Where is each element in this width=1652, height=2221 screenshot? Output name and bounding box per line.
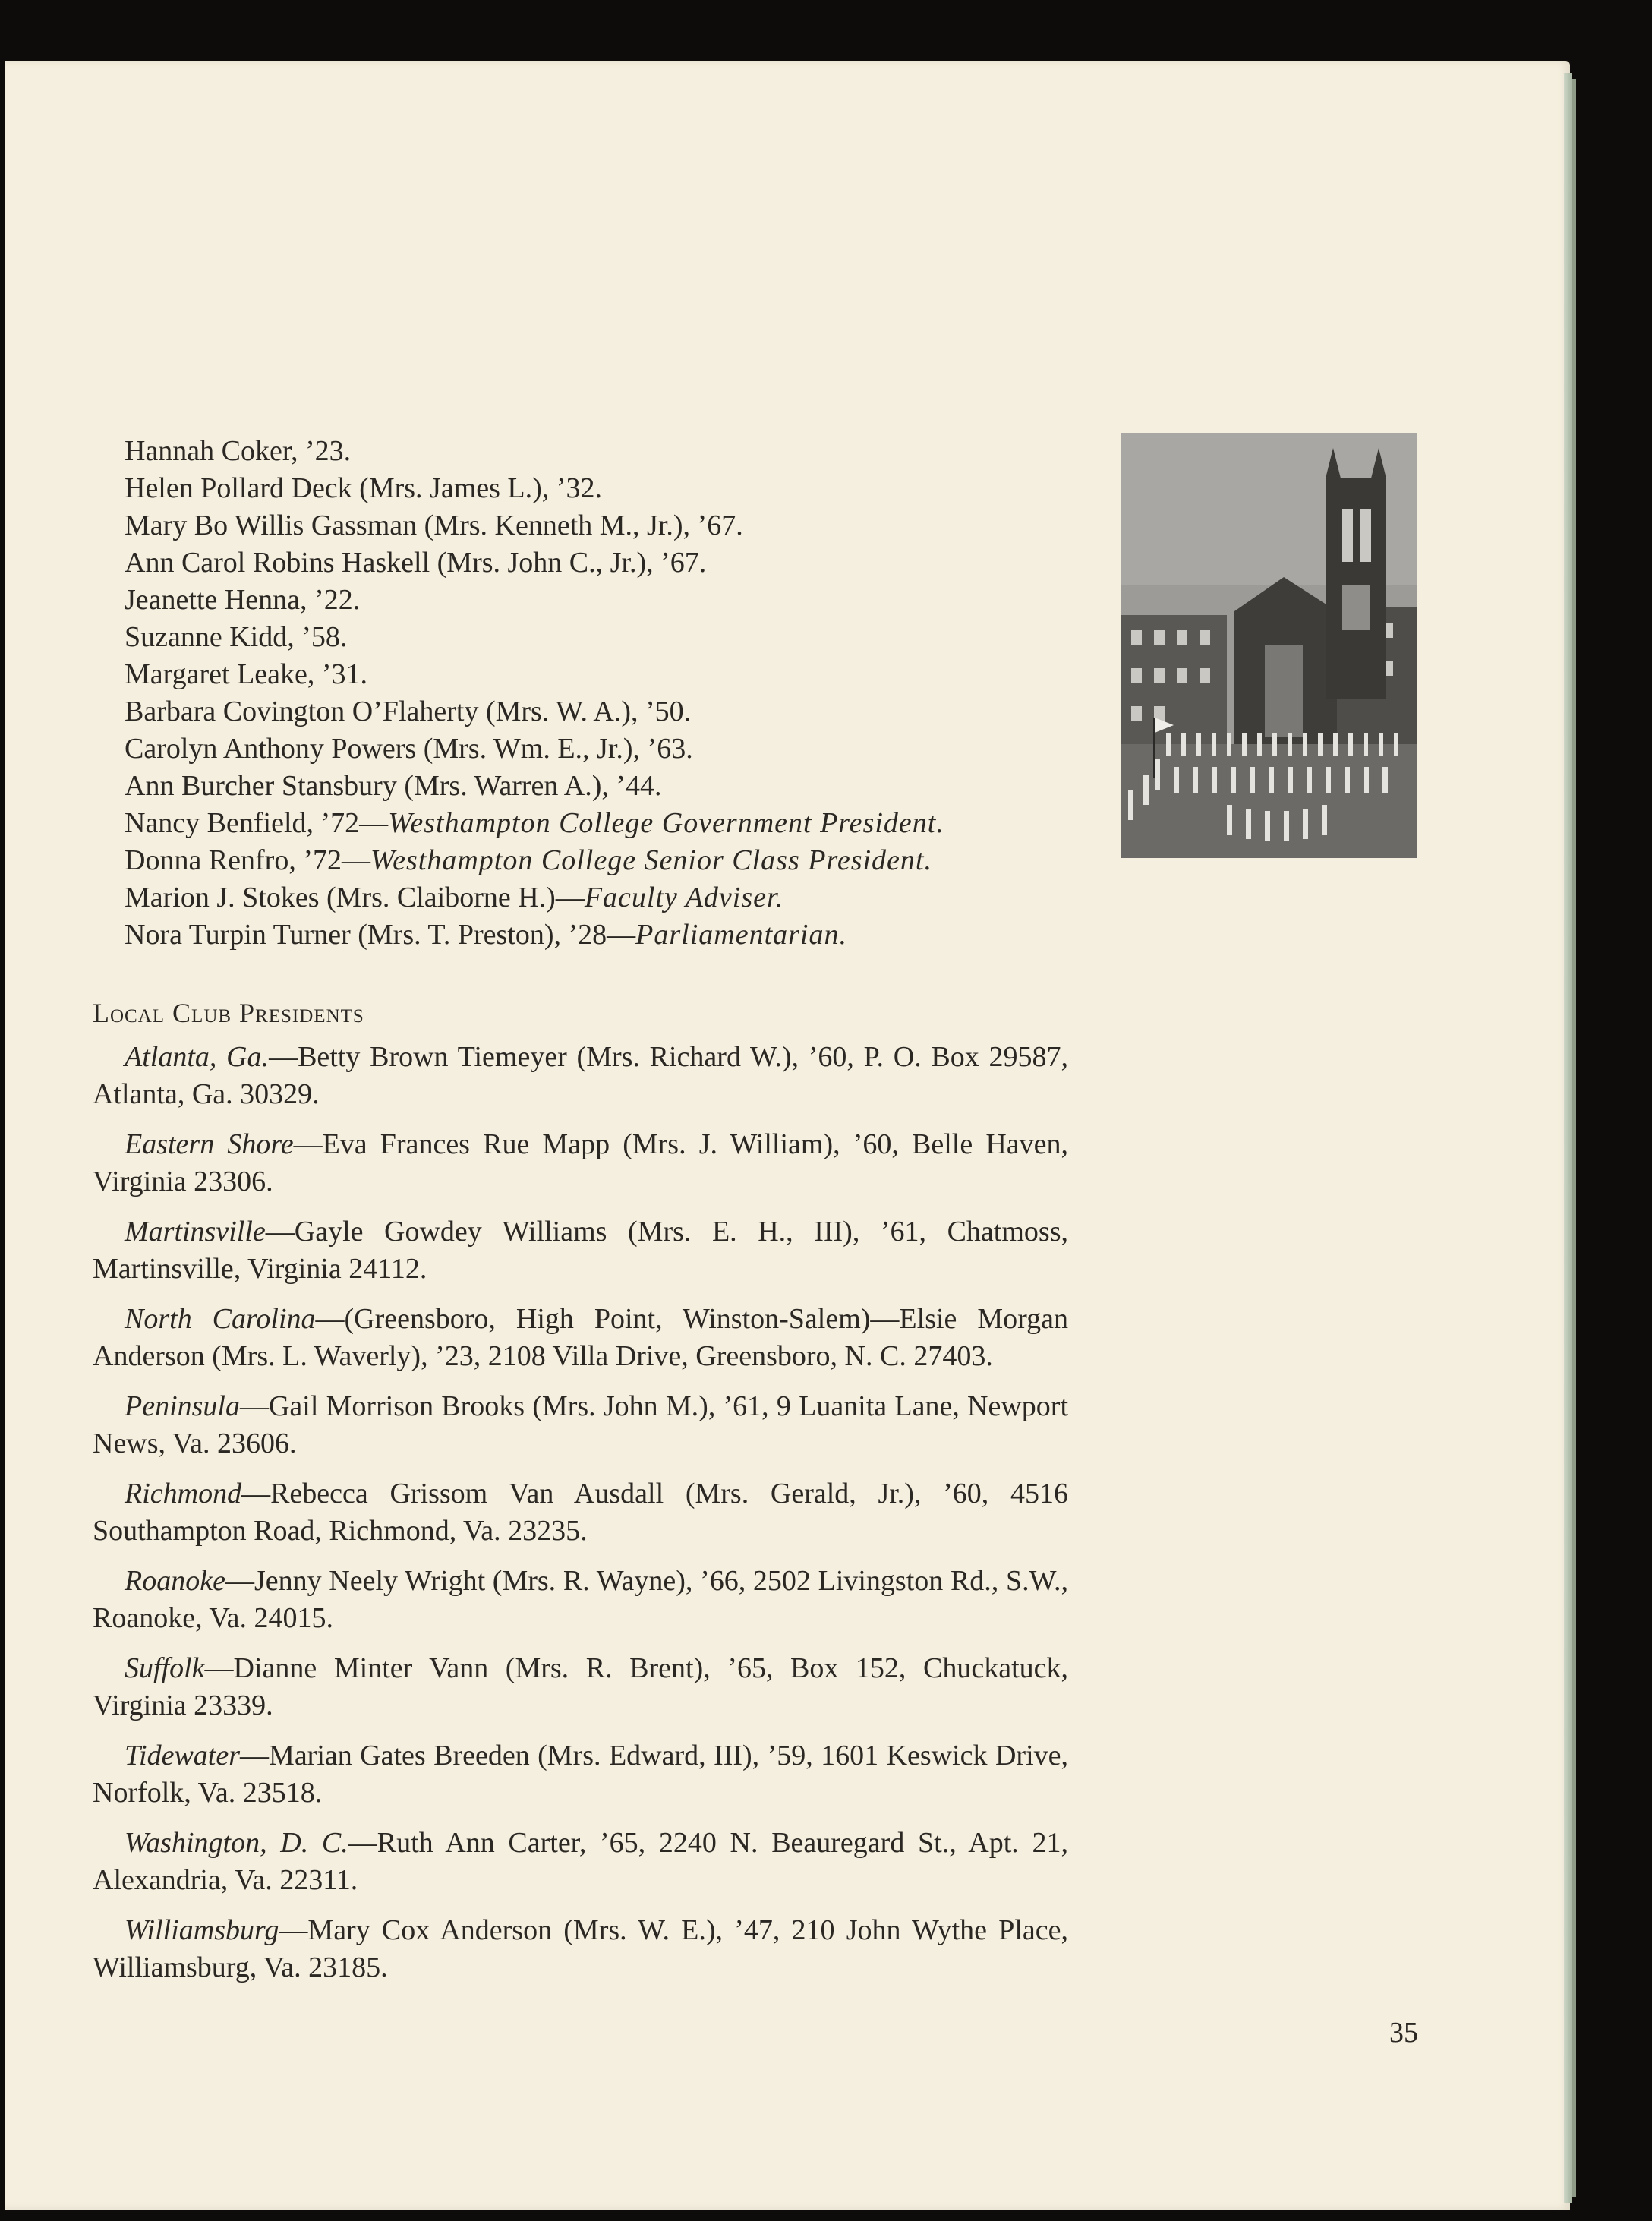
roster-line xyxy=(125,768,1073,805)
club-city: Washington, D. C. xyxy=(125,1827,348,1859)
club-city: Richmond xyxy=(125,1478,242,1510)
local-club-list xyxy=(93,1039,1068,1999)
club-president: —Rebecca Grissom Van Ausdall (Mrs. Gerald, Jr.), ’60, 4516 Southampton Road, Richmond, Va. 23235. xyxy=(93,1478,1068,1547)
roster-name: Ann Carol Robins Haskell (Mrs. John C., Jr.), ’67. xyxy=(125,547,707,579)
tower-window-right xyxy=(1360,509,1371,562)
local-club-presidents-heading: Local Club Presidents xyxy=(93,998,364,1028)
club-entry xyxy=(93,1563,1068,1637)
club-city: Atlanta, Ga. xyxy=(125,1041,270,1073)
roster-name: Nora Turpin Turner (Mrs. T. Preston), ’28— xyxy=(125,919,636,951)
page-number: 35 xyxy=(1389,2017,1418,2049)
roster-role: Westhampton College Government President. xyxy=(388,807,944,839)
club-president: —Dianne Minter Vann (Mrs. R. Brent), ’65, Box 152, Chuckatuck, Virginia 23339. xyxy=(93,1652,1068,1721)
campus-tower-illustration xyxy=(1121,433,1417,858)
roster-name: Marion J. Stokes (Mrs. Claiborne H.)— xyxy=(125,882,585,913)
club-city: Suffolk xyxy=(125,1652,205,1684)
club-city: Tidewater xyxy=(125,1740,241,1771)
roster-line xyxy=(125,544,1073,582)
club-entry xyxy=(93,1912,1068,1986)
page-edge xyxy=(1564,73,1572,2203)
club-president: —(Greensboro, High Point, Winston-Salem)—Elsie Morgan Anderson (Mrs. L. Waverly), ’23, 2108 Villa Drive, Greensboro, N. C. 27403. xyxy=(93,1303,1068,1372)
roster-line xyxy=(125,582,1073,619)
club-entry xyxy=(93,1737,1068,1812)
club-entry xyxy=(93,1126,1068,1200)
club-president: —Betty Brown Tiemeyer (Mrs. Richard W.), ’60, P. O. Box 29587, Atlanta, Ga. 30329. xyxy=(93,1041,1069,1110)
roster-role: Faculty Adviser. xyxy=(584,882,784,913)
club-city: Martinsville xyxy=(125,1216,266,1248)
club-entry xyxy=(93,1388,1068,1462)
tower-window-left xyxy=(1342,509,1353,562)
club-entry xyxy=(93,1301,1068,1375)
club-president: —Gail Morrison Brooks (Mrs. John M.), ’61, 9 Luanita Lane, Newport News, Va. 23606. xyxy=(93,1390,1068,1459)
roster-line xyxy=(125,619,1073,656)
club-president: —Marian Gates Breeden (Mrs. Edward, III), ’59, 1601 Keswick Drive, Norfolk, Va. 23518. xyxy=(93,1740,1068,1809)
roster-role: Westhampton College Senior Class President. xyxy=(370,844,932,876)
club-entry xyxy=(93,1213,1068,1288)
page-edge-shadow xyxy=(1572,79,1576,2197)
roster-line xyxy=(125,656,1073,693)
roster-name: Carolyn Anthony Powers (Mrs. Wm. E., Jr.), ’63. xyxy=(125,733,693,765)
club-president: —Gayle Gowdey Williams (Mrs. E. H., III), ’61, Chatmoss, Martinsville, Virginia 24112. xyxy=(93,1216,1068,1285)
club-president: —Mary Cox Anderson (Mrs. W. E.), ’47, 210 John Wythe Place, Williamsburg, Va. 23185. xyxy=(93,1914,1068,1983)
flag-pole xyxy=(1153,718,1155,778)
club-entry xyxy=(93,1039,1068,1113)
roster-line xyxy=(125,879,1073,916)
roster-role: Parliamentarian. xyxy=(635,919,847,951)
club-president: —Eva Frances Rue Mapp (Mrs. J. William), ’60, Belle Haven, Virginia 23306. xyxy=(93,1128,1068,1197)
roster-name: Helen Pollard Deck (Mrs. James L.), ’32. xyxy=(125,472,602,504)
roster-line xyxy=(125,433,1073,470)
roster-line xyxy=(125,730,1073,768)
roster-line xyxy=(125,693,1073,730)
club-entry xyxy=(93,1650,1068,1724)
club-city: North Carolina xyxy=(125,1303,316,1335)
roster-name: Barbara Covington O’Flaherty (Mrs. W. A.), ’50. xyxy=(125,696,692,727)
roster-name: Margaret Leake, ’31. xyxy=(125,658,368,690)
club-entry xyxy=(93,1825,1068,1899)
club-entry xyxy=(93,1475,1068,1550)
roster-name: Nancy Benfield, ’72— xyxy=(125,807,389,839)
roster-line xyxy=(125,470,1073,507)
roster-line xyxy=(125,805,1073,842)
roster-name: Ann Burcher Stansbury (Mrs. Warren A.), ’44. xyxy=(125,770,662,802)
roster-line xyxy=(125,916,1073,954)
club-city: Peninsula xyxy=(125,1390,240,1422)
roster-line xyxy=(125,507,1073,544)
officer-roster xyxy=(125,433,1073,954)
roster-name: Jeanette Henna, ’22. xyxy=(125,584,361,616)
center-window xyxy=(1265,645,1303,737)
tower-window-lower xyxy=(1342,585,1370,630)
roster-name: Suzanne Kidd, ’58. xyxy=(125,621,348,653)
club-city: Roanoke xyxy=(125,1565,225,1597)
club-president: —Jenny Neely Wright (Mrs. R. Wayne), ’66, 2502 Livingston Rd., S.W., Roanoke, Va. 24015. xyxy=(93,1565,1068,1634)
roster-name: Donna Renfro, ’72— xyxy=(125,844,370,876)
roster-line xyxy=(125,842,1073,879)
roster-name: Mary Bo Willis Gassman (Mrs. Kenneth M., Jr.), ’67. xyxy=(125,510,743,541)
club-city: Eastern Shore xyxy=(125,1128,294,1160)
club-city: Williamsburg xyxy=(125,1914,279,1946)
campus-tower-photo xyxy=(1121,433,1417,858)
roster-name: Hannah Coker, ’23. xyxy=(125,435,352,467)
club-president: —Ruth Ann Carter, ’65, 2240 N. Beauregard St., Apt. 21, Alexandria, Va. 22311. xyxy=(93,1827,1068,1896)
